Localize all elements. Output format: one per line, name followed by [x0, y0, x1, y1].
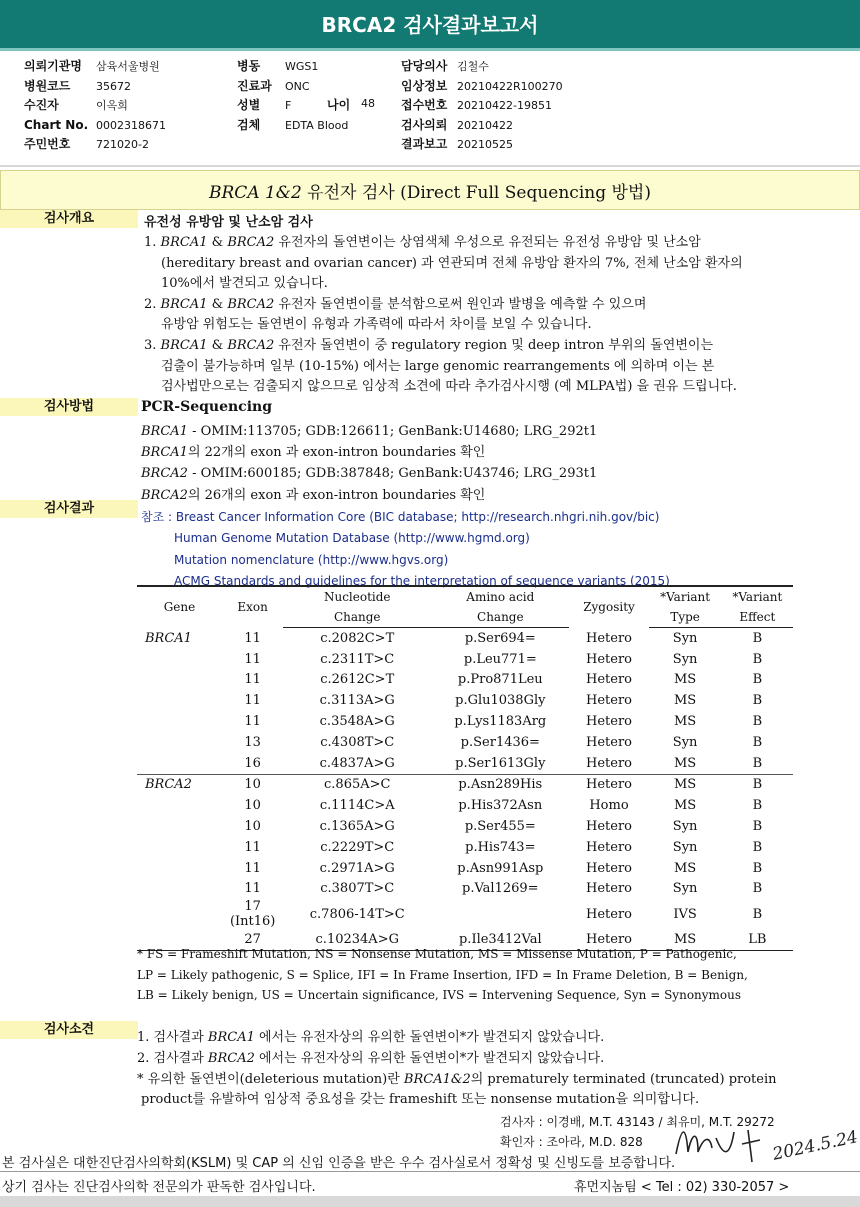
variant-exon: 11	[244, 651, 261, 667]
variant-gene	[137, 795, 222, 816]
request-field-row	[401, 94, 563, 114]
patient-info-col2	[237, 55, 351, 133]
variant-type: MS	[674, 777, 697, 793]
section-title: BRCA 1&2 유전자 검사 (Direct Full Sequencing 방법)	[209, 183, 651, 203]
variant-exon: 17 (Int16)	[229, 899, 276, 930]
variant-exon: 10	[244, 819, 261, 835]
patient-field-value: 이옥희	[96, 99, 128, 113]
patient-field-label: 의뢰기관명	[24, 59, 82, 73]
variant-amino-acid: p.Ser455=	[464, 819, 536, 835]
footer-contact: 휴먼지놈팀 < Tel : 02) 330-2057 >	[574, 1180, 790, 1195]
reference-line: Human Genome Mutation Database (http://www.hgmd.org)	[174, 531, 530, 546]
info-divider	[0, 165, 860, 167]
overview-line: 3. BRCA1 & BRCA2 유전자 돌연변이 중 regulatory region 및 deep intron 부위의 돌연변이는	[144, 337, 714, 353]
patient-field-label: 병원코드	[24, 78, 71, 93]
variant-effect: B	[752, 672, 763, 688]
variant-row	[137, 732, 793, 753]
method-line: BRCA1 - OMIM:113705; GDB:126611; GenBank:U14680; LRG_292t1	[141, 424, 598, 439]
variant-effect: B	[752, 906, 763, 922]
tester-info: 검사자 : 이경배, M.T. 43143 / 최유미, M.T. 29272	[500, 1115, 775, 1129]
overview-line: 1. BRCA1 & BRCA2 유전자의 돌연변이는 상염색체 우성으로 유전되는 유전성 유방암 및 난소암	[144, 235, 701, 250]
variant-zygosity: Hetero	[586, 819, 632, 835]
variant-type: MS	[674, 693, 697, 709]
variant-type: Syn	[672, 651, 698, 667]
variant-amino-acid: p.Ser1436=	[460, 734, 540, 750]
variant-zygosity: Hetero	[586, 734, 632, 750]
variant-amino-acid: p.Ile3412Val	[431, 929, 569, 950]
variant-gene: BRCA2	[145, 777, 192, 793]
request-field-value: 20210422-19851	[457, 99, 552, 113]
variant-zygosity: Hetero	[569, 929, 648, 950]
variant-gene	[137, 899, 222, 929]
request-field-value: 김철수	[457, 60, 489, 73]
variant-gene	[137, 690, 222, 711]
variant-zygosity: Hetero	[586, 693, 632, 709]
age-label: 나이	[327, 98, 351, 112]
request-field-row	[401, 55, 563, 75]
variant-row	[137, 837, 793, 858]
request-field-row	[401, 75, 563, 95]
request-field-label: 임상정보	[401, 78, 448, 93]
variant-row	[137, 711, 793, 732]
patient-field-row	[24, 94, 166, 114]
variant-exon: 27	[222, 929, 283, 950]
variant-effect: B	[752, 651, 763, 667]
overview-heading: 유전성 유방암 및 난소암 검사	[144, 215, 313, 230]
result-label: 검사결과	[0, 500, 138, 518]
variant-row	[137, 774, 793, 795]
patient-info-col1	[24, 55, 166, 153]
variant-gene: BRCA1	[145, 630, 192, 646]
variant-amino-acid	[431, 899, 569, 929]
method-line: BRCA2의 26개의 exon 과 exon-intron boundaries 확인	[141, 487, 486, 503]
variant-row	[137, 649, 793, 670]
verifier-info: 확인자 : 조아라, M.D. 828	[500, 1135, 643, 1149]
overview-line: 유방암 위험도는 돌연변이 유형과 가족력에 따라서 차이를 보일 수 있습니다.	[161, 317, 592, 333]
ward-field-row	[237, 55, 348, 75]
variant-nucleotide: c.1365A>G	[319, 819, 395, 835]
variant-amino-acid: p.Glu1038Gly	[455, 693, 546, 709]
variant-type: MS	[649, 929, 722, 950]
variant-zygosity: Hetero	[586, 860, 632, 876]
overview-line: 2. BRCA1 & BRCA2 유전자 돌연변이를 분석함으로써 원인과 발병을 예측할 수 있으며	[144, 296, 647, 312]
request-field-row	[401, 114, 563, 134]
variant-amino-acid: p.Lys1183Arg	[454, 714, 547, 730]
variant-gene	[137, 711, 222, 732]
reference-line: Mutation nomenclature (http://www.hgvs.org)	[174, 552, 449, 567]
variant-nucleotide: c.4837A>G	[283, 753, 431, 774]
variant-exon: 11	[244, 881, 261, 897]
method-label: 검사방법	[0, 398, 138, 416]
ward-field-label: 진료과	[237, 78, 272, 93]
variant-amino-acid: p.Pro871Leu	[457, 672, 543, 688]
variant-nucleotide: c.2971A>G	[319, 860, 395, 876]
variant-gene	[137, 837, 222, 858]
variant-exon: 11	[244, 630, 261, 646]
bottom-bar	[0, 1196, 860, 1207]
variant-table	[137, 585, 793, 951]
th-variant-type-2: Type	[649, 607, 722, 628]
patient-field-label: 수진자	[24, 98, 59, 113]
variant-effect: B	[752, 714, 763, 730]
ward-field-value: EDTA Blood	[285, 118, 349, 132]
footer-note: 상기 검사는 진단검사의학 전문의가 판독한 검사입니다.	[2, 1180, 316, 1195]
variant-type: Syn	[672, 839, 698, 855]
variant-effect: B	[722, 753, 793, 774]
request-field-value: 20210422R100270	[457, 79, 563, 93]
age-value: 48	[361, 97, 375, 110]
opinion-text	[137, 1028, 837, 1111]
variant-exon: 10	[244, 777, 261, 793]
variant-effect: B	[752, 819, 763, 835]
patient-field-label: Chart No.	[24, 117, 89, 132]
variant-effect: B	[752, 693, 763, 709]
variant-zygosity: Hetero	[586, 839, 632, 855]
variant-effect: B	[752, 798, 763, 814]
method-line: BRCA1의 22개의 exon 과 exon-intron boundaries 확인	[141, 445, 486, 461]
variant-exon: 10	[244, 798, 261, 814]
variant-exon: 11	[244, 860, 261, 876]
variant-nucleotide: c.2229T>C	[320, 839, 395, 855]
variant-row	[137, 753, 793, 774]
variant-type: IVS	[673, 906, 697, 922]
variant-effect: B	[752, 860, 763, 876]
ward-field-value: ONC	[285, 79, 310, 93]
th-variant-effect-2: Effect	[722, 607, 793, 628]
variant-exon: 13	[244, 734, 261, 750]
legend-line: * FS = Frameshift Mutation, NS = Nonsense Mutation, MS = Missense Mutation, P = Pathogenic,	[137, 947, 737, 961]
variant-amino-acid: p.Asn289His	[458, 777, 543, 793]
header-divider	[0, 48, 860, 51]
request-field-label: 담당의사	[401, 59, 448, 73]
variant-amino-acid: p.Ser694=	[464, 630, 536, 646]
request-field-label: 결과보고	[401, 137, 448, 152]
variant-row	[137, 879, 793, 900]
variant-zygosity: Hetero	[586, 906, 632, 922]
variant-nucleotide: c.865A>C	[324, 777, 391, 793]
variant-gene	[137, 816, 222, 837]
th-variant-effect: *Variant	[722, 586, 793, 607]
overview-text	[144, 233, 844, 398]
variant-amino-acid: p.Ser1613Gly	[431, 753, 569, 774]
th-amino-acid-change: Change	[431, 607, 569, 628]
variant-zygosity: Hetero	[586, 630, 632, 646]
variant-gene	[137, 753, 222, 774]
variant-amino-acid: p.Leu771=	[463, 651, 537, 667]
variant-exon: 16	[222, 753, 283, 774]
request-field-row	[401, 133, 563, 153]
variant-effect: LB	[722, 929, 793, 950]
patient-field-value: 삼육서울병원	[96, 60, 160, 73]
variant-zygosity: Hetero	[586, 672, 632, 688]
variant-gene	[137, 670, 222, 691]
report-title: BRCA2 검사결과보고서	[0, 0, 860, 48]
variant-gene	[137, 732, 222, 753]
ward-field-value: WGS1	[285, 60, 319, 73]
variant-nucleotide: c.4308T>C	[320, 734, 395, 750]
method-line: BRCA2 - OMIM:600185; GDB:387848; GenBank:U43746; LRG_293t1	[141, 466, 598, 482]
opinion-line: 2. 검사결과 BRCA2 에서는 유전자상의 유의한 돌연변이*가 발견되지 않았습니다.	[137, 1050, 605, 1066]
variant-row	[137, 670, 793, 691]
overview-line: 검출이 불가능하며 일부 (10-15%) 에서는 large genomic rearrangements 에 의하며 이는 본	[161, 358, 715, 374]
th-nucleotide-change: Change	[283, 607, 431, 628]
variant-exon: 11	[244, 714, 261, 730]
variant-nucleotide: c.2082C>T	[320, 630, 395, 646]
patient-field-value: 35672	[96, 79, 131, 93]
request-field-value: 20210422	[457, 118, 513, 132]
variant-type: MS	[674, 714, 697, 730]
patient-field-row	[24, 75, 166, 95]
ward-field-row	[237, 114, 348, 134]
patient-field-row	[24, 114, 166, 134]
reference-line: 참조 : Breast Cancer Information Core (BIC database; http://research.nhgri.nih.gov/bic)	[141, 510, 660, 524]
variant-nucleotide: c.3113A>G	[319, 693, 395, 709]
ward-field-label: 성별	[237, 98, 261, 113]
th-gene: Gene	[137, 586, 222, 628]
variant-nucleotide: c.3807T>C	[320, 881, 395, 897]
ward-field-value: F	[285, 99, 292, 113]
variant-zygosity: Hetero	[586, 777, 632, 793]
variant-type: MS	[674, 860, 697, 876]
variant-type: MS	[674, 798, 697, 814]
variant-type: MS	[674, 672, 697, 688]
footer-divider	[0, 1171, 860, 1172]
request-field-label: 검사의뢰	[401, 117, 448, 132]
reference-line: ACMG Standards and guidelines for the interpretation of sequence variants (2015)	[174, 574, 670, 589]
handwritten-date: 2024.5.24	[770, 1127, 860, 1165]
variant-amino-acid: p.Asn991Asp	[457, 860, 544, 876]
variant-nucleotide: c.3548A>G	[319, 714, 395, 730]
variant-effect: B	[752, 734, 763, 750]
th-nucleotide: Nucleotide	[283, 586, 431, 607]
variant-row	[137, 816, 793, 837]
variant-type: Syn	[672, 819, 698, 835]
variant-effect: B	[752, 881, 763, 897]
variant-row	[137, 690, 793, 711]
variant-type: Syn	[672, 734, 698, 750]
opinion-line: 1. 검사결과 BRCA1 에서는 유전자상의 유의한 돌연변이*가 발견되지 않았습니다.	[137, 1030, 605, 1045]
patient-field-value: 0002318671	[96, 118, 166, 132]
ward-field-label: 병동	[237, 59, 261, 73]
variant-zygosity: Hetero	[586, 714, 632, 730]
variant-row	[137, 899, 793, 929]
reference-list	[141, 505, 781, 591]
variant-type: MS	[649, 753, 722, 774]
variant-zygosity: Hetero	[569, 753, 648, 774]
variant-nucleotide: c.1114C>A	[319, 798, 395, 814]
variant-zygosity: Homo	[589, 798, 629, 814]
patient-field-row	[24, 55, 166, 75]
variant-zygosity: Hetero	[586, 881, 632, 897]
request-field-value: 20210525	[457, 138, 513, 152]
variant-type: Syn	[672, 630, 698, 646]
variant-gene	[137, 858, 222, 879]
patient-field-row	[24, 133, 166, 153]
variant-type: Syn	[672, 881, 698, 897]
variant-nucleotide: c.2311T>C	[320, 651, 395, 667]
request-field-label: 접수번호	[401, 98, 448, 113]
legend-line: LP = Likely pathogenic, S = Splice, IFI = In Frame Insertion, IFD = In Frame Deletion, B = Benign,	[137, 967, 748, 982]
overview-line: 10%에서 발견되고 있습니다.	[161, 276, 328, 292]
variant-row	[137, 628, 793, 649]
overview-line: 검사법만으로는 검출되지 않으므로 임상적 소견에 따라 추가검사시행 (예 MLPA법) 을 권유 드립니다.	[161, 379, 737, 395]
ward-field-row	[237, 75, 348, 95]
opinion-line: product를 유발하여 임상적 중요성을 갖는 frameshift 또는 nonsense mutation을 의미합니다.	[141, 1092, 700, 1108]
opinion-line: * 유의한 돌연변이(deleterious mutation)란 BRCA1&2의 prematurely terminated (truncated) protein	[137, 1071, 777, 1087]
variant-nucleotide: c.2612C>T	[320, 672, 395, 688]
variant-amino-acid: p.Val1269=	[462, 881, 539, 897]
variant-exon: 11	[244, 672, 261, 688]
overview-label: 검사개요	[0, 210, 138, 228]
footer-accreditation: 본 검사실은 대한진단검사의학회(KSLM) 및 CAP 의 신임 인증을 받은 우수 검사실로서 정확성 및 신빙도를 보증합니다.	[2, 1156, 676, 1171]
patient-field-value: 721020-2	[96, 138, 149, 152]
method-heading: PCR-Sequencing	[141, 399, 272, 415]
th-amino-acid: Amino acid	[431, 586, 569, 607]
variant-row	[137, 858, 793, 879]
th-exon: Exon	[222, 586, 283, 628]
patient-field-label: 주민번호	[24, 137, 71, 152]
variant-nucleotide: c.7806-14T>C	[309, 906, 405, 922]
variant-gene	[137, 879, 222, 900]
variant-row	[137, 795, 793, 816]
variant-exon: 11	[244, 839, 261, 855]
patient-info-col3	[401, 55, 563, 153]
variant-exon: 11	[244, 693, 261, 709]
variant-effect: B	[752, 777, 763, 793]
legend-line: LB = Likely benign, US = Uncertain significance, IVS = Intervening Sequence, Syn = Synonymous	[137, 988, 742, 1003]
overview-line: (hereditary breast and ovarian cancer) 과 연관되며 전체 유방암 환자의 7%, 전체 난소암 환자의	[161, 255, 743, 271]
variant-effect: B	[752, 839, 763, 855]
variant-gene	[137, 649, 222, 670]
variant-effect: B	[752, 630, 763, 646]
abbreviation-legend	[137, 944, 837, 1006]
method-text	[141, 421, 761, 506]
variant-zygosity: Hetero	[586, 651, 632, 667]
variant-amino-acid: p.His372Asn	[458, 798, 543, 814]
ward-field-label: 검체	[237, 117, 261, 132]
th-zygosity: Zygosity	[569, 586, 648, 628]
variant-amino-acid: p.His743=	[465, 839, 536, 855]
variant-nucleotide: c.10234A>G	[283, 929, 431, 950]
th-variant-type: *Variant	[649, 586, 722, 607]
opinion-label: 검사소견	[0, 1021, 138, 1039]
